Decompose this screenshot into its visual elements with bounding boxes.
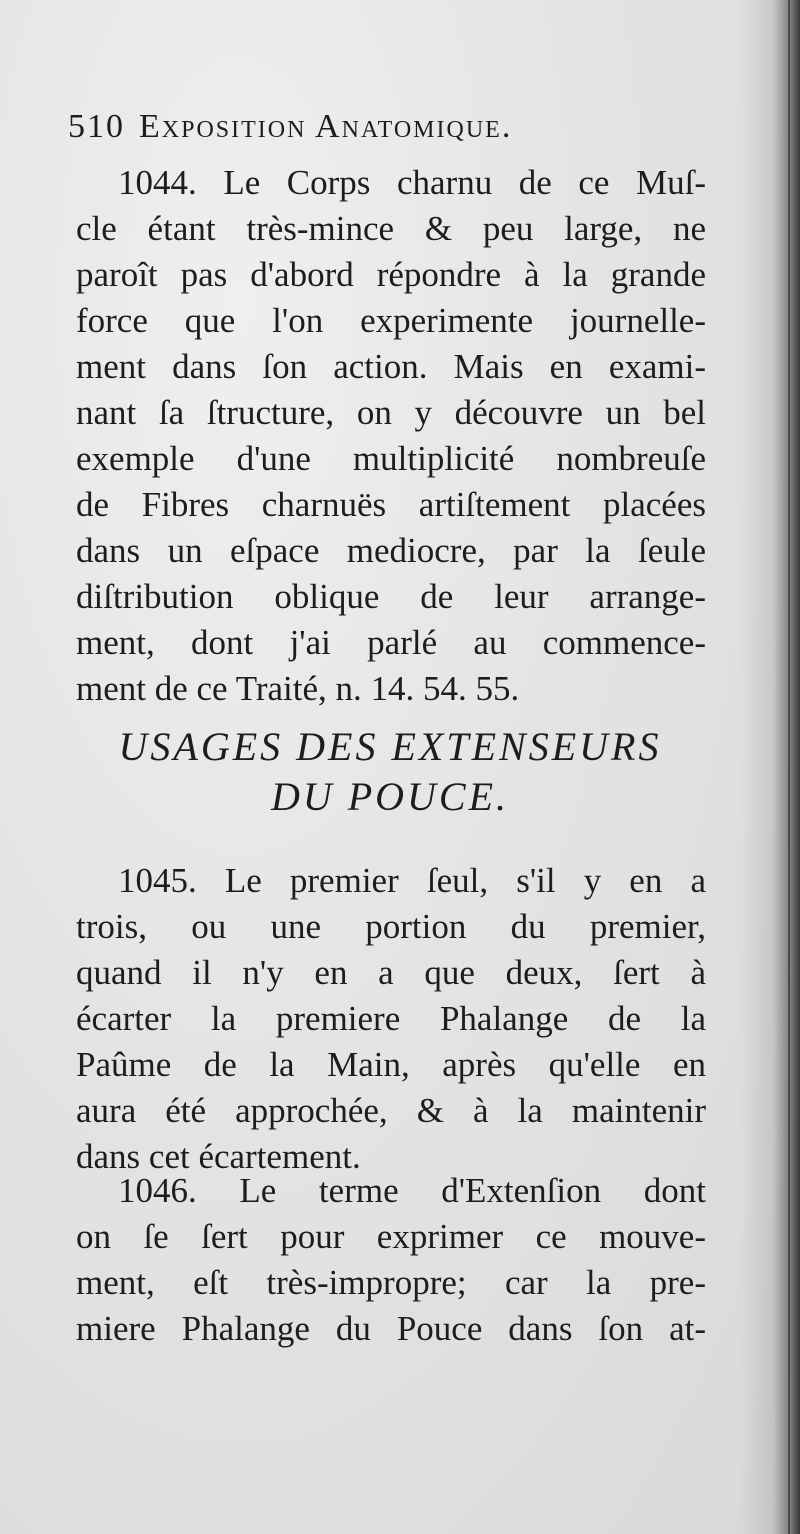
text-line: ment, dont j'ai parlé au commence- — [76, 623, 706, 662]
text-line: exemple d'une multiplicité nombreuſe — [76, 439, 706, 478]
text-line: miere Phalange du Pouce dans ſon at- — [76, 1309, 706, 1348]
text-line: dans un eſpace mediocre, par la ſeule — [76, 531, 706, 570]
paragraph-1046 — [76, 1168, 706, 1352]
page-gutter-shadow — [740, 0, 800, 1534]
text-line: quand il n'y en a que deux, ſert à — [76, 953, 706, 992]
text-line: 1044. Le Corps charnu de ce Muſ- — [118, 163, 706, 202]
text-line: diſtribution oblique de leur arrange- — [76, 577, 706, 616]
text-line: écarter la premiere Phalange de la — [76, 999, 706, 1038]
running-header — [68, 108, 708, 154]
text-line: ment de ce Traité, n. 14. 54. 55. — [76, 669, 520, 708]
text-line: paroît pas d'abord répondre à la grande — [76, 255, 706, 294]
text-line: nant ſa ſtructure, on y découvre un bel — [76, 393, 706, 432]
page-number: 510 — [68, 108, 125, 145]
paragraph-1044 — [76, 160, 706, 712]
running-title: Exposition Anatomique. — [139, 108, 513, 145]
heading-line-2: DU POUCE. — [270, 774, 510, 819]
heading-line-1: USAGES DES EXTENSEURS — [118, 724, 662, 769]
text-line: aura été approchée, & à la maintenir — [76, 1091, 706, 1130]
text-line: Paûme de la Main, après qu'elle en — [76, 1045, 706, 1084]
text-line: ment, eſt très-impropre; car la pre- — [76, 1263, 706, 1302]
section-heading — [60, 722, 720, 822]
text-line: ment dans ſon action. Mais en exami- — [76, 347, 706, 386]
text-line: 1046. Le terme d'Extenſion dont — [118, 1171, 706, 1210]
paragraph-1045 — [76, 858, 706, 1180]
text-line: dans cet écartement. — [76, 1137, 361, 1176]
page-edge — [788, 0, 790, 1534]
text-line: on ſe ſert pour exprimer ce mouve- — [76, 1217, 706, 1256]
text-line: 1045. Le premier ſeul, s'il y en a — [118, 861, 706, 900]
text-line: de Fibres charnuës artiſtement placées — [76, 485, 706, 524]
text-line: trois, ou une portion du premier, — [76, 907, 706, 946]
text-line: force que l'on experimente journelle- — [76, 301, 706, 340]
text-line: cle étant très-mince & peu large, ne — [76, 209, 706, 248]
